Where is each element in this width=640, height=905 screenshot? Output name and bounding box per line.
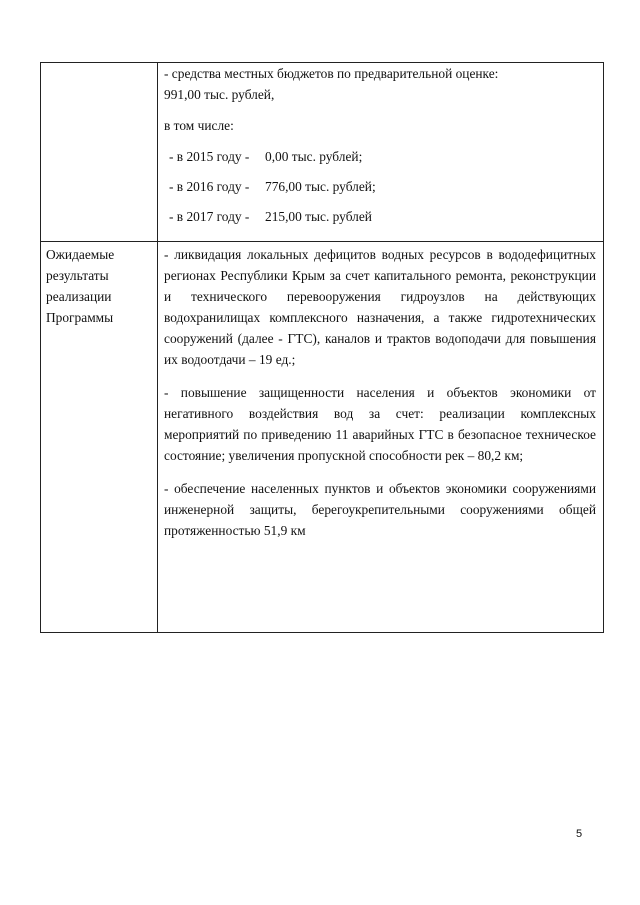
result-item: - обеспечение населенных пунктов и объектов экономики сооружениями инженерной защиты, берегоукрепительными сооружениями общей протяженностью 51,9 км: [164, 481, 596, 538]
year-amount: 776,00 тыс. рублей;: [265, 179, 376, 194]
year-amount: 215,00 тыс. рублей: [265, 209, 372, 224]
year-label: - в 2016 году -: [169, 179, 250, 194]
expected-results-cell: [164, 244, 596, 541]
heading-line: реализации: [46, 289, 112, 304]
result-item: - повышение защищенности населения и объектов экономики от негативного воздействия вод за счет: реализации комплексных мероприятий по приведению 11 аварийных ГТС в безопасное техническое состояние; увеличения пропускной способности рек – 80,2 км;: [164, 385, 596, 463]
year-row-2015: [164, 146, 596, 167]
local-budget-total: 991,00 тыс. рублей,: [164, 87, 275, 102]
column-divider: [157, 63, 158, 632]
result-item: - ликвидация локальных дефицитов водных ресурсов в вододефицитных регионах Республики Крым за счет капитального ремонта, реконструкции и технического перевооружения гидроузлов на действующих водохранилищах комплексного назначения, а также гидротехнических сооружений (далее - ГТС), каналов и трактов водоподачи для повышения их водоотдачи – 19 ед.;: [164, 247, 596, 367]
year-label: - в 2017 году -: [169, 209, 250, 224]
year-row-2016: [164, 176, 596, 197]
heading-line: Ожидаемые: [46, 247, 115, 262]
expected-results-heading: [46, 244, 154, 328]
row-divider: [41, 241, 603, 242]
program-table: [40, 62, 604, 633]
year-amount: 0,00 тыс. рублей;: [265, 149, 363, 164]
year-label: - в 2015 году -: [169, 149, 250, 164]
local-budget-estimate: - средства местных бюджетов по предварительной оценке:: [164, 66, 499, 81]
page-number: 5: [576, 828, 583, 840]
including-label: в том числе:: [164, 118, 234, 133]
year-row-2017: [164, 206, 596, 227]
heading-line: Программы: [46, 310, 114, 325]
budget-cell: [164, 63, 596, 227]
heading-line: результаты: [46, 268, 109, 283]
